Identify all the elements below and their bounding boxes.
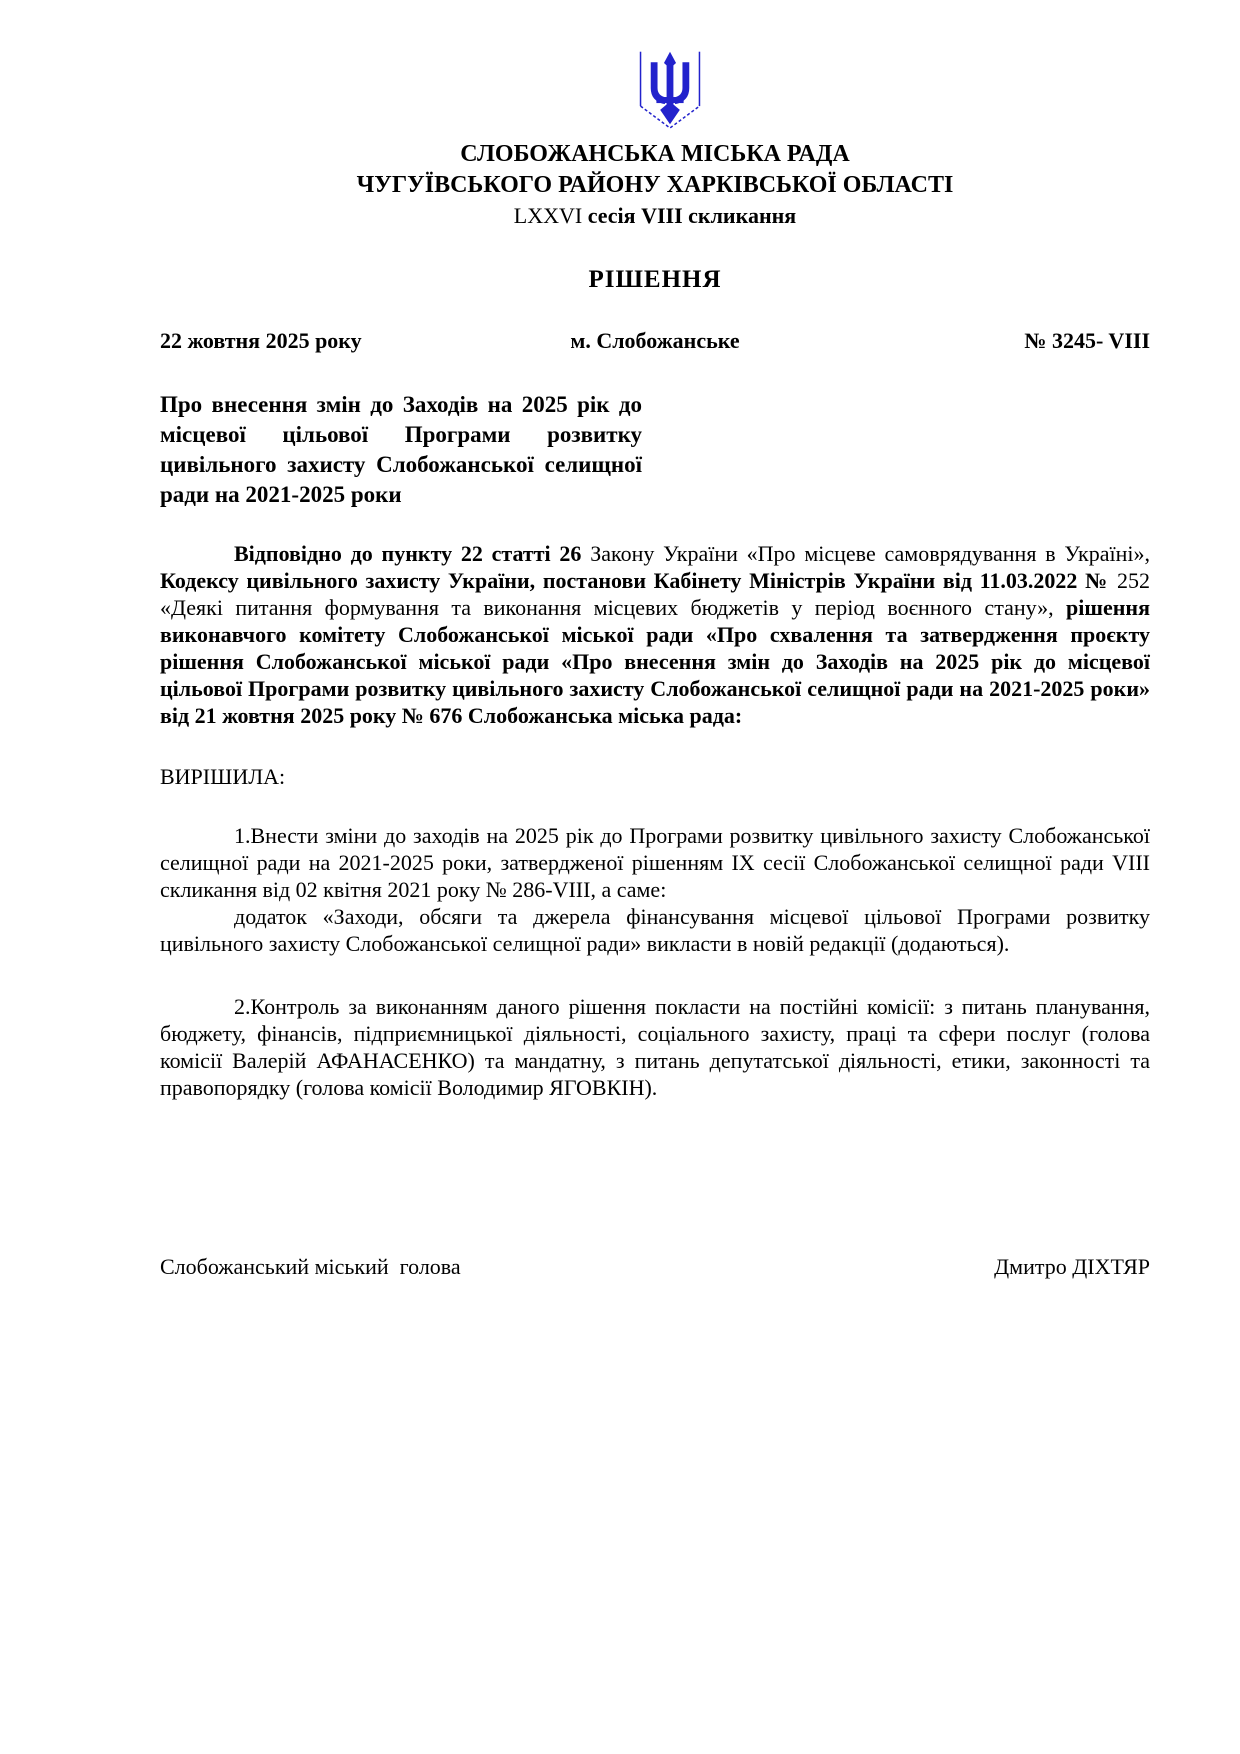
meta-row	[160, 328, 1150, 354]
preamble-regular-2: 252 «Деякі питання формування та виконання місцевих бюджетів у період воєнного стану»,	[160, 568, 1151, 620]
subject-block: Про внесення змін до Заходів на 2025 рік до місцевої цільової Програми розвитку цивільного захисту Слобожанської селищної ради на 2021-2025 роки	[160, 392, 642, 507]
session-number: LXXVI	[513, 203, 583, 228]
org-name-line2: ЧУГУЇВСЬКОГО РАЙОНУ ХАРКІВСЬКОЇ ОБЛАСТІ	[356, 172, 954, 198]
document-place: м. Слобожанське	[570, 328, 740, 353]
emblem-block	[190, 50, 1150, 135]
resolved-label: ВИРІШИЛА:	[160, 764, 286, 789]
resolution-item-1-annex: додаток «Заходи, обсяги та джерела фінансування місцевої цільової Програми розвитку цивільного захисту Слобожанської селищної ради» викласти в новій редакції (додаються).	[160, 904, 1150, 956]
preamble-paragraph	[160, 540, 1150, 729]
signature-row	[160, 1253, 1150, 1280]
session-line	[160, 201, 1150, 230]
resolution-item-2: 2.Контроль за виконанням даного рішення покласти на постійні комісії: з питань планування, бюджету, фінансів, підприємницької діяльності, соціального захисту, праці та сфери послуг (голова комісії Валерій АФАНАСЕНКО) та мандатну, з питань депутатської діяльності, етики, законності та правопорядку (голова комісії Володимир ЯГОВКІН).	[160, 994, 1150, 1100]
signer-name: Дмитро ДІХТЯР	[994, 1254, 1150, 1279]
preamble-bold-1: Відповідно до пункту 22 статті 26	[234, 541, 582, 566]
document-type-title: РІШЕННЯ	[588, 266, 722, 293]
resolution-item-1: 1.Внести зміни до заходів на 2025 рік до Програми розвитку цивільного захисту Слобожанської селищної ради на 2021-2025 роки, затвердженої рішенням IX сесії Слобожанської селищної ради VIII скликання від 02 квітня 2021 року № 286-VIII, а саме:	[160, 823, 1150, 902]
preamble-bold-3: рішення виконавчого комітету Слобожанської міської ради «Про схвалення та затвердження проєкту рішення Слобожанської міської ради «Про внесення змін до Заходів на 2025 рік до місцевої цільової Програми розвитку цивільного захисту Слобожанської селищної ради на 2021-2025 роки» від 21 жовтня 2025 року № 676 Слобожанська міська рада:	[160, 595, 1150, 728]
org-name-line1: СЛОБОЖАНСЬКА МІСЬКА РАДА	[460, 141, 850, 167]
session-convocation: сесія VIII скликання	[582, 203, 797, 228]
tryzub-emblem-icon	[636, 50, 704, 135]
signer-title: Слобожанський міський голова	[160, 1254, 461, 1279]
preamble-bold-2: Кодексу цивільного захисту України, постанови Кабінету Міністрів України від 11.03.2022 №	[160, 568, 1110, 593]
document-number: № 3245- VIII	[1024, 328, 1150, 353]
preamble-regular-1: Закону України «Про місцеве самоврядування в Україні»,	[581, 541, 1150, 566]
document-date: 22 жовтня 2025 року	[160, 328, 362, 353]
